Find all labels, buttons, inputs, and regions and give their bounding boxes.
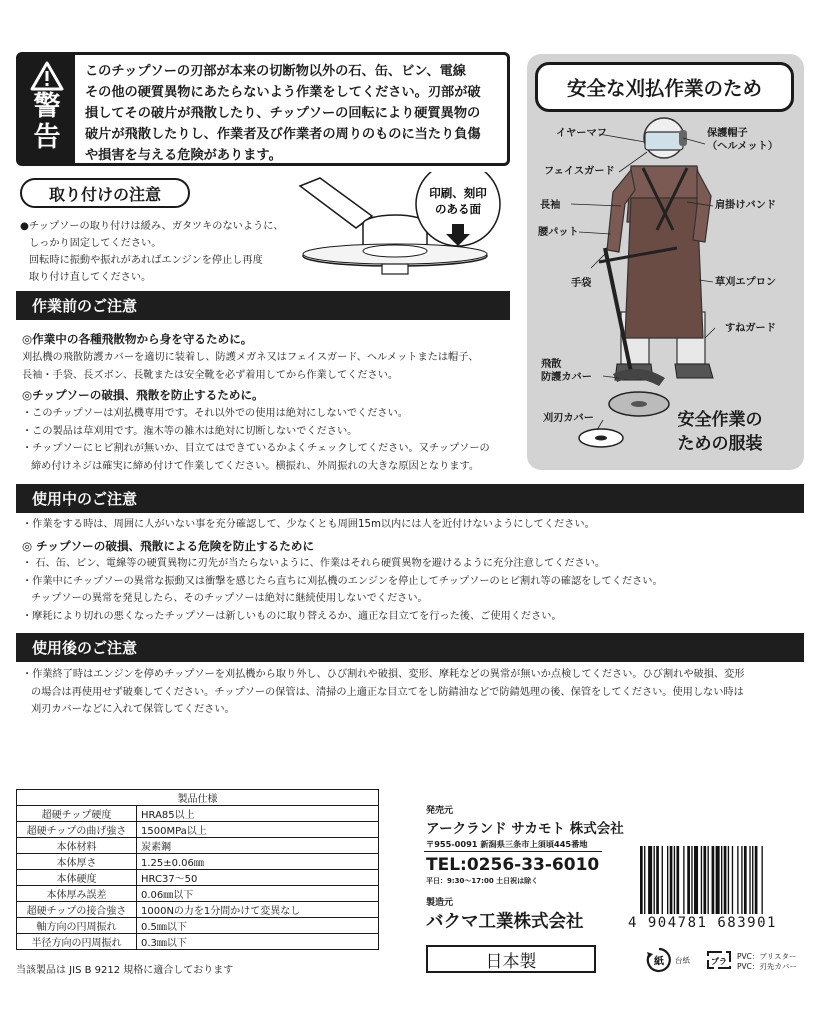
before-text2-line: ・チップソーにヒビ割れが無いか、目立てはできているかよくチェックしてください。又チップソーの bbox=[22, 443, 490, 454]
warning-line: 破片が飛散したりし、作業者及び作業者の周りのものに当たり負傷 bbox=[85, 127, 481, 142]
maker-label: 製造元 bbox=[426, 898, 454, 908]
spec-value: 0.06㎜以下 bbox=[137, 886, 379, 902]
barcode-bar bbox=[667, 846, 668, 914]
spec-key: 超硬チップの接合強さ bbox=[17, 902, 137, 918]
before-text1 bbox=[22, 349, 479, 384]
during-text2-line: ・作業中にチップソーの異常な振動又は衝撃を感じたら直ちに刈払機のエンジンを停止してチップソーのヒビ割れ等の確認をしてください。 bbox=[22, 575, 663, 587]
barcode-bar bbox=[721, 846, 722, 914]
safety-bottom-caption: 安全作業の ための服装 bbox=[677, 410, 763, 454]
label-shin-guard: すねガード bbox=[725, 323, 776, 334]
during-sub: ◎ チップソーの破損、飛散による危険を防止するために bbox=[22, 539, 315, 553]
install-line: 回転時に振動や振れがあればエンジンを停止し再度 bbox=[29, 255, 263, 266]
before-text1-line: 長袖・手袋、長ズボン、長靴または安全靴を必ず着用してから作業してください。 bbox=[22, 369, 399, 381]
spec-value: 1500MPa以上 bbox=[137, 822, 379, 838]
spec-key: 超硬チップの曲げ強さ bbox=[17, 822, 137, 838]
paper-label: 台紙 bbox=[675, 956, 690, 965]
warning-label-block bbox=[19, 55, 75, 163]
barcode-bar bbox=[662, 846, 663, 914]
barcode-bar bbox=[701, 846, 702, 914]
after-text-line: の場合は再使用せず破棄してください。チップソーの保管は、清掃の上適正な目立てをし防錆油などで防錆処理の後、保管をしてください。使用しない時は bbox=[31, 686, 744, 698]
barcode-bar bbox=[644, 846, 645, 914]
plastic-label: PVC：ブリスター bbox=[737, 952, 797, 961]
warning-line: 損してその破片が飛散したり、チップソーの回転により硬質異物の bbox=[85, 106, 481, 121]
spec-key: 半径方向の円周振れ bbox=[17, 934, 137, 950]
spec-value: 1.25±0.06㎜ bbox=[137, 854, 379, 870]
barcode-bar bbox=[654, 846, 655, 914]
spec-value: HRA85以上 bbox=[137, 806, 379, 822]
label-gloves: 手袋 bbox=[571, 278, 592, 289]
barcode-bar bbox=[648, 846, 652, 914]
during-use-heading: 使用中のご注意 bbox=[16, 484, 804, 513]
spec-key: 軸方向の円周振れ bbox=[17, 918, 137, 934]
barcode-bar bbox=[712, 846, 715, 914]
spec-table bbox=[16, 789, 379, 950]
spec-title: 製品仕様 bbox=[17, 790, 379, 806]
warning-line: このチップソーの刃部が本来の切断物以外の石、缶、ビン、電線 bbox=[85, 64, 466, 79]
label-face-guard: フェイスガード bbox=[544, 166, 615, 177]
barcode-bar bbox=[640, 846, 643, 914]
barcode-bar bbox=[691, 846, 692, 914]
before-use-heading: 作業前のご注意 bbox=[16, 291, 510, 320]
seller-tel: TEL:0256-33-6010 bbox=[426, 855, 600, 875]
barcode-bar bbox=[670, 846, 673, 914]
after-text bbox=[22, 666, 745, 719]
label-earmuff: イヤーマフ bbox=[556, 128, 607, 139]
barcode-bar bbox=[724, 846, 727, 914]
barcode-bar bbox=[749, 846, 750, 914]
jis-note: 当該製品は JIS B 9212 規格に適合しております bbox=[16, 965, 234, 976]
warning-line: や損害を与える危険があります。 bbox=[85, 148, 282, 163]
barcode-bar bbox=[752, 846, 753, 914]
barcode-bar bbox=[683, 846, 684, 914]
spec-title-row bbox=[17, 790, 379, 806]
seller-name: アークランド サカモト 株式会社 bbox=[426, 821, 624, 837]
table-row bbox=[17, 870, 379, 886]
seller-hours: 平日：9:30〜17:00 土日祝は除く bbox=[426, 877, 539, 885]
barcode-bar bbox=[737, 846, 738, 914]
safety-title: 安全な刈払作業のため bbox=[535, 62, 794, 112]
install-callout-line1: 印刷、刻印 bbox=[429, 186, 487, 200]
barcode-bar bbox=[755, 846, 758, 914]
spec-key: 本体厚み誤差 bbox=[17, 886, 137, 902]
before-sub1: ◎作業中の各種飛散物から身を守るために。 bbox=[22, 332, 253, 346]
label-blade-cover: 刈刃カバー bbox=[543, 413, 594, 424]
table-row bbox=[17, 806, 379, 822]
warning-box bbox=[16, 52, 510, 166]
barcode-bar bbox=[674, 846, 675, 914]
table-row bbox=[17, 902, 379, 918]
barcode-bar bbox=[676, 846, 679, 914]
barcode-bar bbox=[732, 846, 733, 914]
seller-address: 〒955-0091 新潟県三条市上須頃445番地 bbox=[426, 839, 588, 849]
label-sleeves: 長袖 bbox=[540, 200, 561, 211]
during-text1: ・作業をする時は、周囲に人がいない事を充分確認して、少なくとも周囲15m以内には人を近付けないようにしてください。 bbox=[22, 519, 595, 530]
during-text2-line: ・摩耗により切れの悪くなったチップソーは新しいものに取り替えるか、適正な目立てを行った後、ご使用ください。 bbox=[22, 610, 562, 622]
made-in-badge: 日本製 bbox=[426, 945, 596, 973]
after-use-heading: 使用後のご注意 bbox=[16, 633, 804, 662]
barcode-bar bbox=[728, 846, 729, 914]
install-line: ●チップソーの取り付けは緩み、ガタツキのないように、 bbox=[20, 221, 284, 232]
barcode-bar bbox=[716, 846, 720, 914]
before-text2-line: 締め付けネジは確実に締め付けて作業してください。横振れ、外周振れの大きな原因となります。 bbox=[31, 460, 480, 472]
divider bbox=[424, 851, 602, 852]
during-text2-line: ・ 石、缶、ビン、電線等の硬質異物に刃先が当たらないように、作業はそれら硬質異物を避けるように充分注意してください。 bbox=[22, 558, 606, 569]
spec-key: 本体厚さ bbox=[17, 854, 137, 870]
plastic-label: PVC：刃先カバー bbox=[737, 962, 797, 971]
spec-value: 0.5㎜以下 bbox=[137, 918, 379, 934]
barcode-bar bbox=[762, 846, 763, 914]
after-text-line: 刈刃カバーなどに入れて保管してください。 bbox=[31, 704, 235, 715]
plastic-recycle-icon bbox=[704, 946, 734, 974]
barcode-bar bbox=[694, 846, 698, 914]
warning-text bbox=[75, 55, 507, 163]
spec-value: 1000Nの力を1分間かけて変異なし bbox=[137, 902, 379, 918]
install-line: しっかり固定してください。 bbox=[29, 238, 162, 249]
spec-value: 炭素鋼 bbox=[137, 838, 379, 854]
barcode-bar bbox=[703, 846, 706, 914]
before-sub2: ◎チップソーの破損、飛散を防止するために。 bbox=[22, 388, 264, 402]
barcode-bar bbox=[741, 846, 742, 914]
install-illustration bbox=[290, 172, 510, 282]
install-text bbox=[20, 218, 310, 286]
barcode-bar bbox=[744, 846, 747, 914]
paper-recycle-icon bbox=[645, 946, 673, 974]
install-line: 取り付け直してください。 bbox=[29, 272, 152, 283]
table-row bbox=[17, 918, 379, 934]
before-text2-line: ・この製品は草刈用です。潅木等の雑木は絶対に切断しないでください。 bbox=[22, 425, 358, 437]
barcode-bar bbox=[687, 846, 690, 914]
install-heading: 取り付けの注意 bbox=[20, 178, 190, 208]
label-shoulder-band: 肩掛けバンド bbox=[715, 200, 777, 211]
before-text2-line: ・このチップソーは刈払機専用です。それ以外での使用は絶対にしないでください。 bbox=[22, 408, 408, 419]
label-scatter-cover: 飛散 防護カバー bbox=[541, 359, 592, 383]
table-row bbox=[17, 854, 379, 870]
warning-label: 警告 bbox=[33, 91, 61, 153]
label-apron: 草刈エプロン bbox=[715, 277, 777, 288]
install-callout-line2: のある面 bbox=[435, 202, 481, 216]
label-helmet: 保護帽子 （ヘルメット） bbox=[707, 128, 779, 152]
seller-label: 発売元 bbox=[426, 806, 454, 816]
warning-triangle-icon bbox=[30, 61, 64, 91]
table-row bbox=[17, 886, 379, 902]
spec-value: HRC37～50 bbox=[137, 870, 379, 886]
before-text1-line: 刈払機の飛散防護カバーを適切に装着し、防護メガネ又はフェイスガード、ヘルメットまたは帽子、 bbox=[22, 352, 479, 363]
label-waist-pad: 腰パット bbox=[538, 227, 579, 238]
before-text2 bbox=[22, 405, 490, 475]
during-text2 bbox=[22, 555, 663, 625]
barcode-number: 4 904781 683901 bbox=[628, 915, 777, 931]
spec-key: 本体材料 bbox=[17, 838, 137, 854]
spec-key: 本体硬度 bbox=[17, 870, 137, 886]
after-text-line: ・作業終了時はエンジンを停めチップソーを刈払機から取り外し、ひび割れや破損、変形、摩耗などの異常が無いか点検してください。ひび割れや破損、変形 bbox=[22, 669, 745, 680]
spec-key: 超硬チップ硬度 bbox=[17, 806, 137, 822]
maker-name: バクマ工業株式会社 bbox=[426, 912, 584, 932]
table-row bbox=[17, 838, 379, 854]
during-text2-line: チップソーの異常を発見したら、そのチップソーは絶対に継続使用しないでください。 bbox=[31, 593, 428, 604]
plastic-mark-text: プラ bbox=[711, 957, 727, 966]
barcode-bar bbox=[708, 846, 709, 914]
table-row bbox=[17, 934, 379, 950]
warning-line: その他の硬質異物にあたらないよう作業をしてください。刃部が破 bbox=[85, 85, 481, 100]
barcode-bar bbox=[656, 846, 659, 914]
table-row bbox=[17, 822, 379, 838]
plastic-labels bbox=[737, 952, 797, 972]
paper-mark-text: 紙 bbox=[654, 956, 664, 968]
spec-value: 0.3㎜以下 bbox=[137, 934, 379, 950]
barcode-icon bbox=[640, 846, 803, 922]
